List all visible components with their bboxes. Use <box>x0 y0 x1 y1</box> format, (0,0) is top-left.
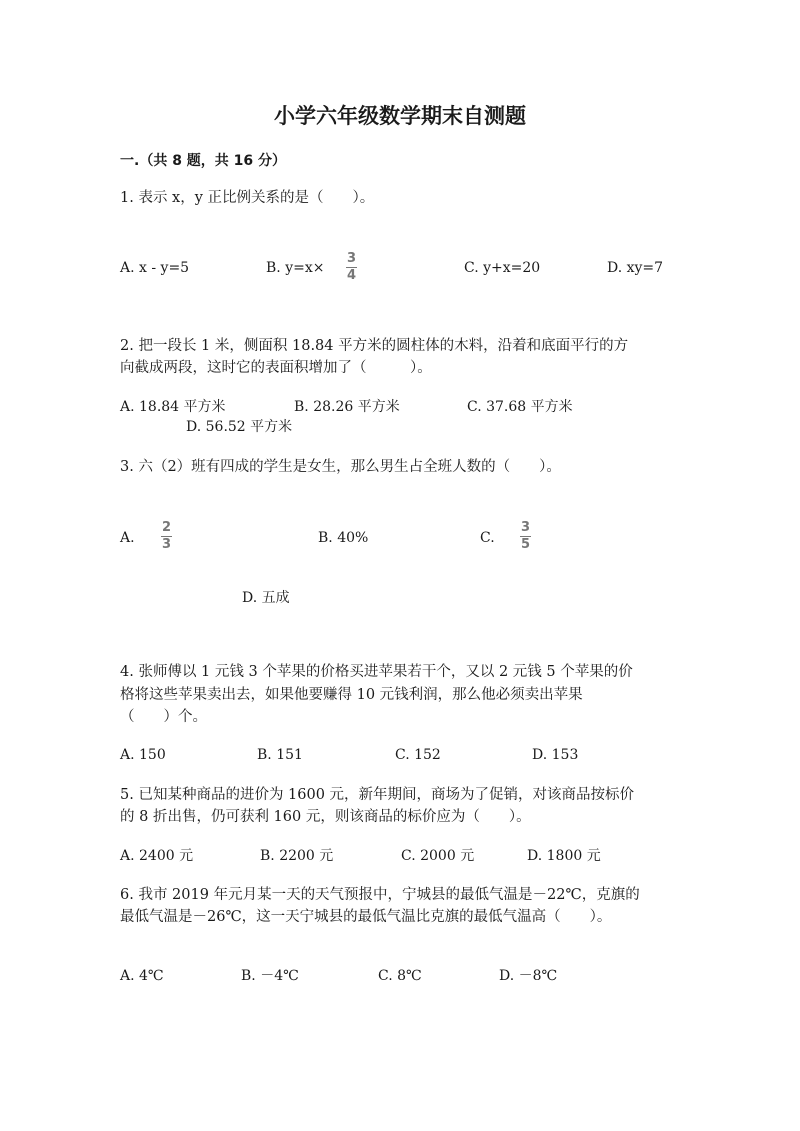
q5-option-b: B. 2200 元 <box>260 848 334 864</box>
q3-option-c: C. <box>480 530 495 546</box>
section-heading: 一.（共 8 题，共 16 分） <box>120 153 287 169</box>
question-1-text: 1. 表示 x，y 正比例关系的是（ ）。 <box>120 190 375 206</box>
q6-option-a: A. 4℃ <box>120 968 164 984</box>
q3-option-b: B. 40% <box>318 530 369 546</box>
fraction-denominator: 5 <box>520 537 531 552</box>
fraction-numerator: 2 <box>161 520 172 535</box>
fraction-denominator: 4 <box>346 268 357 283</box>
q3-option-a: A. <box>120 530 135 546</box>
fraction-numerator: 3 <box>520 520 531 535</box>
question-5-text-line2: 的 8 折出售，仍可获利 160 元，则该商品的标价应为（ ）。 <box>120 809 531 825</box>
q6-option-c: C. 8℃ <box>378 968 422 984</box>
question-6-text-line1: 6. 我市 2019 年元月某一天的天气预报中，宁城县的最低气温是－22℃，克旗的 <box>120 887 640 903</box>
exam-title: 小学六年级数学期末自测题 <box>274 104 526 128</box>
q6-option-d: D. －8℃ <box>499 968 558 984</box>
q5-option-a: A. 2400 元 <box>120 848 194 864</box>
q1-option-c: C. y+x=20 <box>464 260 541 276</box>
q5-option-c: C. 2000 元 <box>401 848 475 864</box>
fraction-numerator: 3 <box>346 251 357 266</box>
q2-option-b: B. 28.26 平方米 <box>294 399 400 415</box>
q4-option-d: D. 153 <box>532 747 579 763</box>
question-2-text-line2: 向截成两段，这时它的表面积增加了（ ）。 <box>120 360 432 376</box>
q4-option-c: C. 152 <box>395 747 441 763</box>
q3-option-d: D. 五成 <box>242 590 290 606</box>
q1-option-d: D. xy=7 <box>607 260 664 276</box>
q4-option-a: A. 150 <box>120 747 166 763</box>
q1-option-b-fraction <box>346 252 357 283</box>
q2-option-d: D. 56.52 平方米 <box>186 419 293 435</box>
q2-option-a: A. 18.84 平方米 <box>120 399 226 415</box>
question-2-text-line1: 2. 把一段长 1 米，侧面积 18.84 平方米的圆柱体的木料，沿着和底面平行的方 <box>120 338 629 354</box>
q3-option-a-fraction <box>161 521 172 552</box>
q1-option-a: A. x - y=5 <box>120 260 190 276</box>
q6-option-b: B. －4℃ <box>241 968 299 984</box>
fraction-denominator: 3 <box>161 537 172 552</box>
q2-option-c: C. 37.68 平方米 <box>467 399 573 415</box>
q5-option-d: D. 1800 元 <box>527 848 601 864</box>
q1-option-b: B. y=x× <box>266 260 325 276</box>
q4-option-b: B. 151 <box>257 747 303 763</box>
question-4-text-line2: 格将这些苹果卖出去，如果他要赚得 10 元钱利润，那么他必须卖出苹果 <box>120 687 583 703</box>
question-3-text: 3. 六（2）班有四成的学生是女生，那么男生占全班人数的（ ）。 <box>120 459 561 475</box>
question-4-text-line1: 4. 张师傅以 1 元钱 3 个苹果的价格买进苹果若干个，又以 2 元钱 5 个苹果的价 <box>120 664 633 680</box>
question-6-text-line2: 最低气温是－26℃，这一天宁城县的最低气温比克旗的最低气温高（ ）。 <box>120 909 612 925</box>
q3-option-c-fraction <box>520 521 531 552</box>
question-4-text-line3: （ ）个。 <box>120 709 207 725</box>
question-5-text-line1: 5. 已知某种商品的进价为 1600 元，新年期间，商场为了促销，对该商品按标价 <box>120 787 635 803</box>
